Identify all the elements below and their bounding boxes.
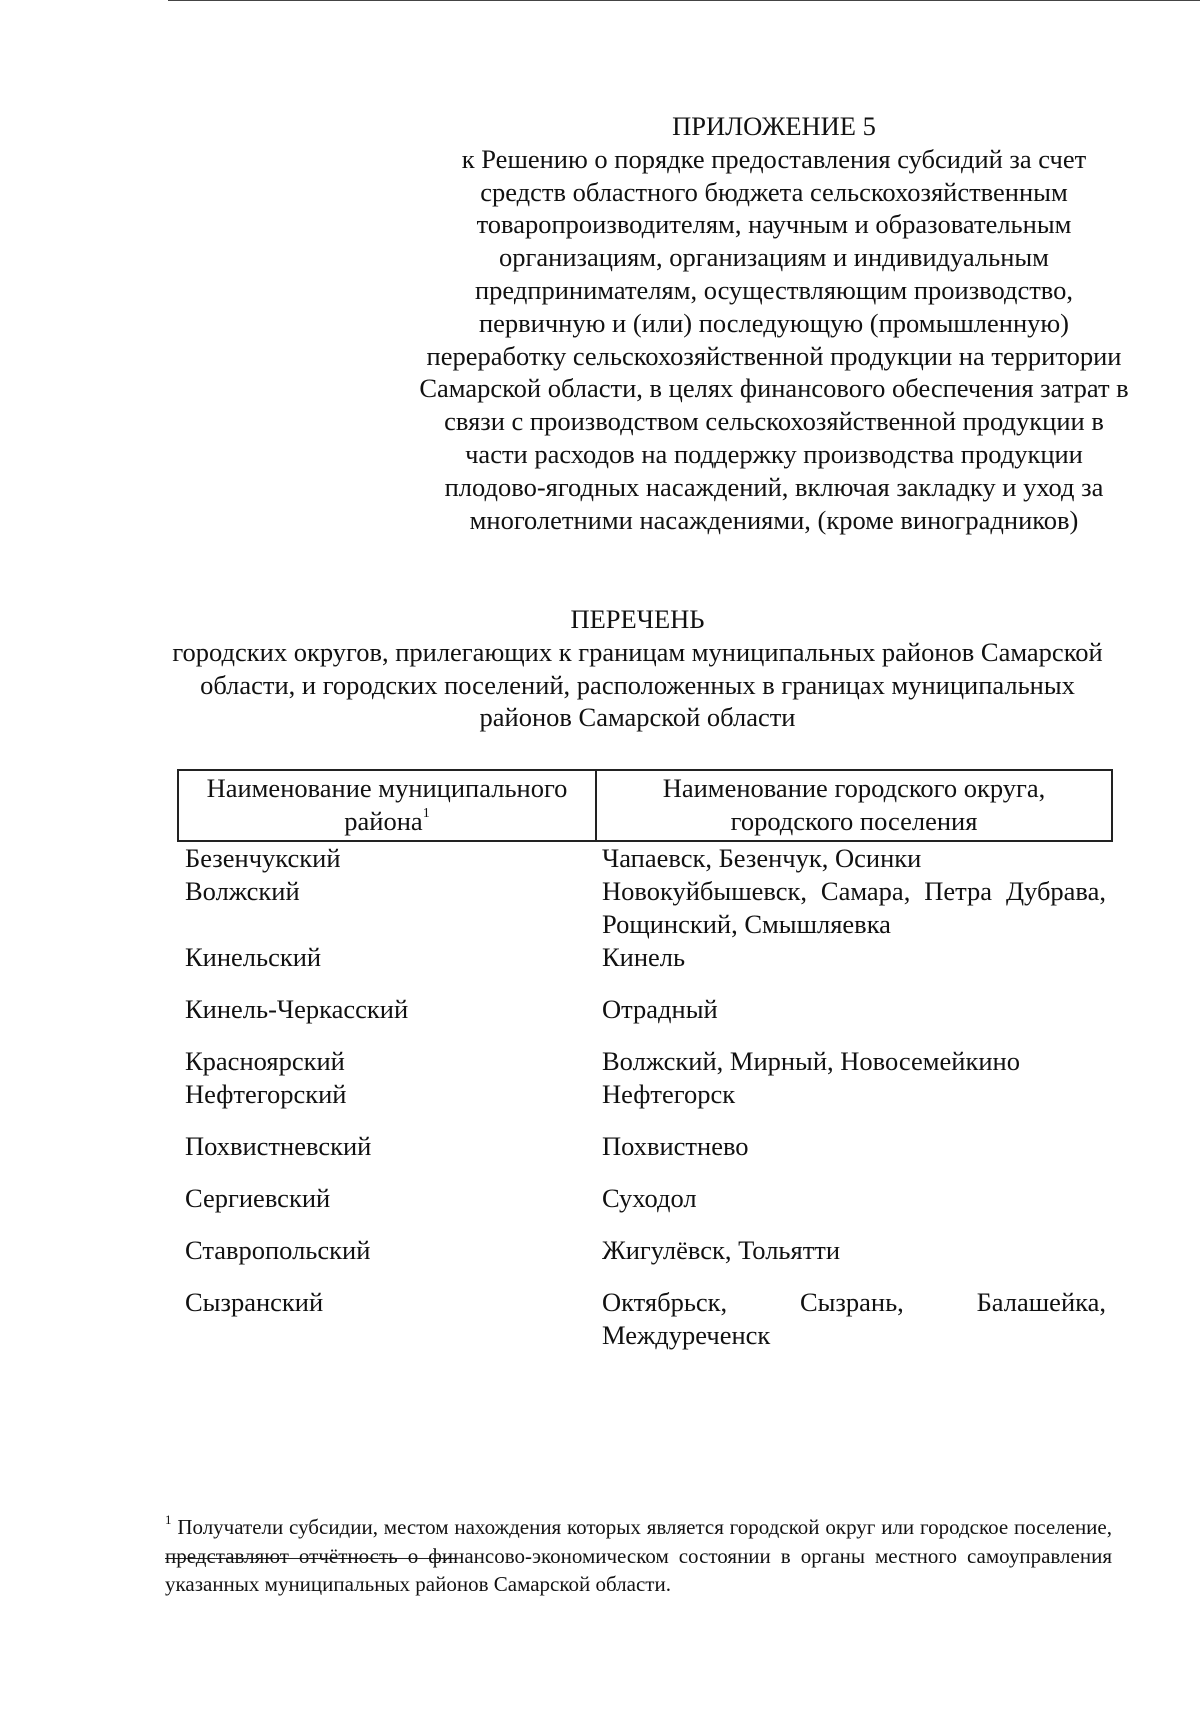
table-row [178, 841, 1112, 875]
table-body [178, 841, 1112, 1352]
cell-towns: Суходол [602, 1183, 697, 1213]
table-row [178, 1286, 1112, 1352]
header-district [178, 770, 596, 841]
cell-district: Кинель-Черкасский [185, 994, 409, 1024]
cell-district: Нефтегорский [185, 1079, 347, 1109]
cell-towns: Нефтегорск [602, 1079, 736, 1109]
appendix-block [418, 110, 1130, 536]
cell-towns: Волжский, Мирный, Новосемейкино [602, 1046, 1020, 1076]
cell-towns: Похвистнево [602, 1131, 749, 1161]
cell-district: Сергиевский [185, 1183, 331, 1213]
footnote-reference: 1 [422, 806, 430, 822]
appendix-text: к Решению о порядке предоставления субсидий за счет средств областного бюджета сельскохозяйственным товаропроизводителям, научным и образовательным организациям, организациям и индивидуальным предпринимателям, осуществляющим производство, первичную и (или) последующую (промышленную) переработку сельскохозяйственной продукции на территории Самарской области, в целях финансового обеспечения затрат в связи с производством сельскохозяйственной продукции в части расходов на поддержку производства продукции плодово-ягодных насаждений, включая закладку и уход за многолетними насаждениями, (кроме виноградников) [419, 143, 1129, 535]
table-row [178, 1045, 1112, 1078]
cell-towns: Жигулёвск, Тольятти [602, 1235, 841, 1265]
cell-district: Красноярский [185, 1046, 345, 1076]
cell-towns: Новокуйбышевск, Самара, Петра Дубрава, Рощинский, Смышляевка [602, 876, 1106, 939]
list-title: ПЕРЕЧЕНЬ [570, 604, 705, 634]
table-row [178, 1130, 1112, 1182]
header-towns: Наименование городского округа, городского поселения [596, 770, 1112, 841]
appendix-title: ПРИЛОЖЕНИЕ 5 [672, 111, 876, 141]
table-row [178, 993, 1112, 1045]
header-district-label: Наименование муниципального района [206, 773, 568, 836]
cell-towns: Кинель [602, 942, 686, 972]
districts-table [177, 769, 1113, 1352]
footnote [165, 1513, 1112, 1599]
cell-district: Кинельский [185, 942, 322, 972]
footnote-text: Получатели субсидии, местом нахождения которых является городской округ или городское поселение, представляют отчётность о финансово-экономическом состоянии в органы местного самоуправления указанных муниципальных районов Самарской области. [165, 1515, 1112, 1596]
cell-towns: Отрадный [602, 994, 718, 1024]
cell-district: Похвистневский [185, 1131, 372, 1161]
list-subtitle: городских округов, прилегающих к границам муниципальных районов Самарской области, и городских поселений, расположенных в границах муниципальных районов Самарской области [172, 636, 1103, 733]
table-row [178, 1182, 1112, 1234]
table-header-row [178, 770, 1112, 841]
cell-towns: Чапаевск, Безенчук, Осинки [602, 843, 922, 873]
cell-towns: Октябрьск, Сызрань, Балашейка, Междуреченск [602, 1287, 1106, 1350]
table-row [178, 1234, 1112, 1286]
cell-district: Сызранский [185, 1287, 324, 1317]
top-rule [168, 0, 1200, 1]
list-heading [170, 603, 1105, 734]
table-row [178, 1078, 1112, 1130]
table-row [178, 875, 1112, 941]
cell-district: Ставропольский [185, 1235, 371, 1265]
cell-district: Волжский [185, 876, 300, 906]
footnote-mark: 1 [165, 1512, 172, 1527]
cell-district: Безенчукский [185, 843, 341, 873]
table-row [178, 941, 1112, 993]
